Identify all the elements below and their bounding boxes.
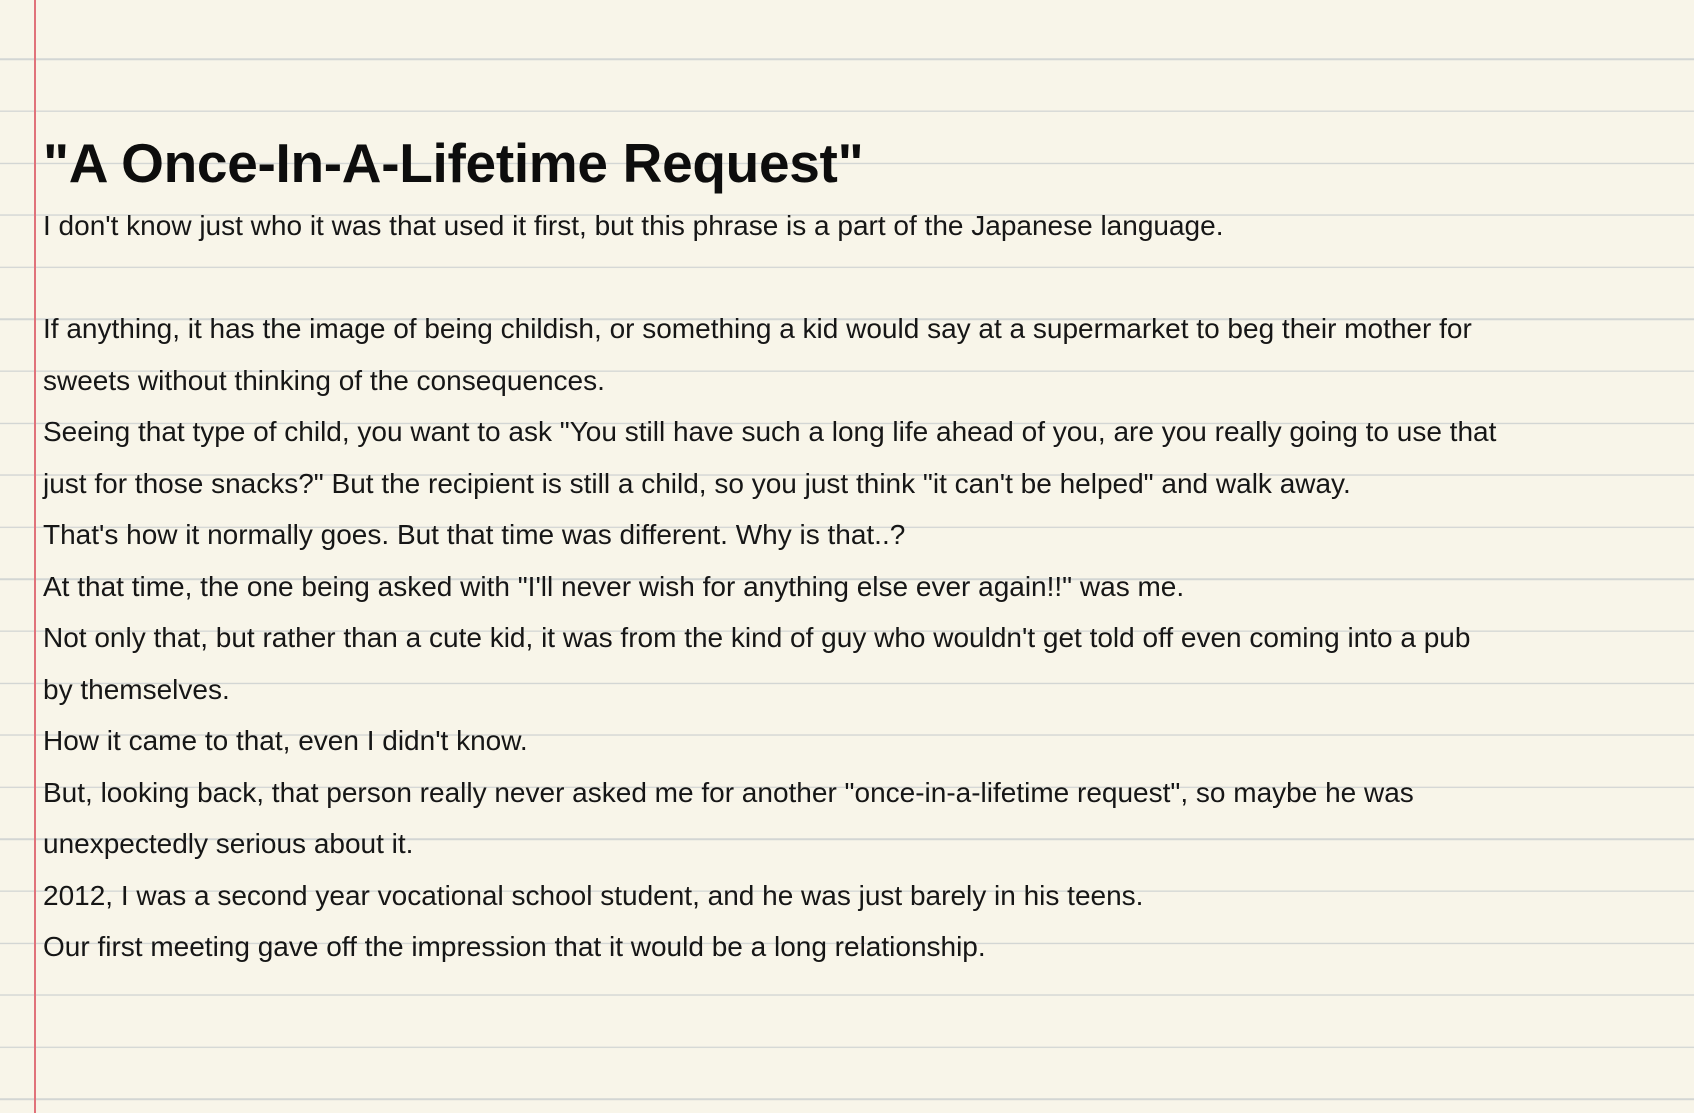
text-line: At that time, the one being asked with "I'll never wish for anything else ever again!!" was me.	[43, 570, 1185, 602]
text-line: Not only that, but rather than a cute kid, it was from the kind of guy who wouldn't get told off even coming into a pub	[43, 622, 1471, 653]
text-line: If anything, it has the image of being childish, or something a kid would say at a supermarket to beg their mother for	[43, 313, 1472, 344]
text-line: Seeing that type of child, you want to ask "You still have such a long life ahead of you, are you really going to use that	[43, 416, 1497, 447]
text-line: Our first meeting gave off the impression that it would be a long relationship.	[43, 931, 986, 962]
blank-line	[43, 252, 1683, 304]
margin-line	[34, 0, 36, 1113]
text-line: just for those snacks?" But the recipient is still a child, so you just think "it can't be helped" and walk away.	[43, 467, 1351, 499]
text-line: But, looking back, that person really never asked me for another "once-in-a-lifetime request", so maybe he was	[43, 776, 1414, 808]
text-line: How it came to that, even I didn't know.	[43, 725, 528, 756]
document-title: "A Once-In-A-Lifetime Request"	[43, 132, 864, 194]
text-line: sweets without thinking of the consequences.	[43, 364, 605, 396]
text-line: unexpectedly serious about it.	[43, 828, 414, 859]
text-line: 2012, I was a second year vocational school student, and he was just barely in his teens.	[43, 879, 1144, 911]
text-line: by themselves.	[43, 673, 230, 705]
text-line: I don't know just who it was that used it first, but this phrase is a part of the Japanese language.	[43, 210, 1224, 241]
text-line: That's how it normally goes. But that time was different. Why is that..?	[43, 519, 906, 550]
document-page	[43, 128, 1683, 973]
document-body	[43, 200, 1683, 973]
